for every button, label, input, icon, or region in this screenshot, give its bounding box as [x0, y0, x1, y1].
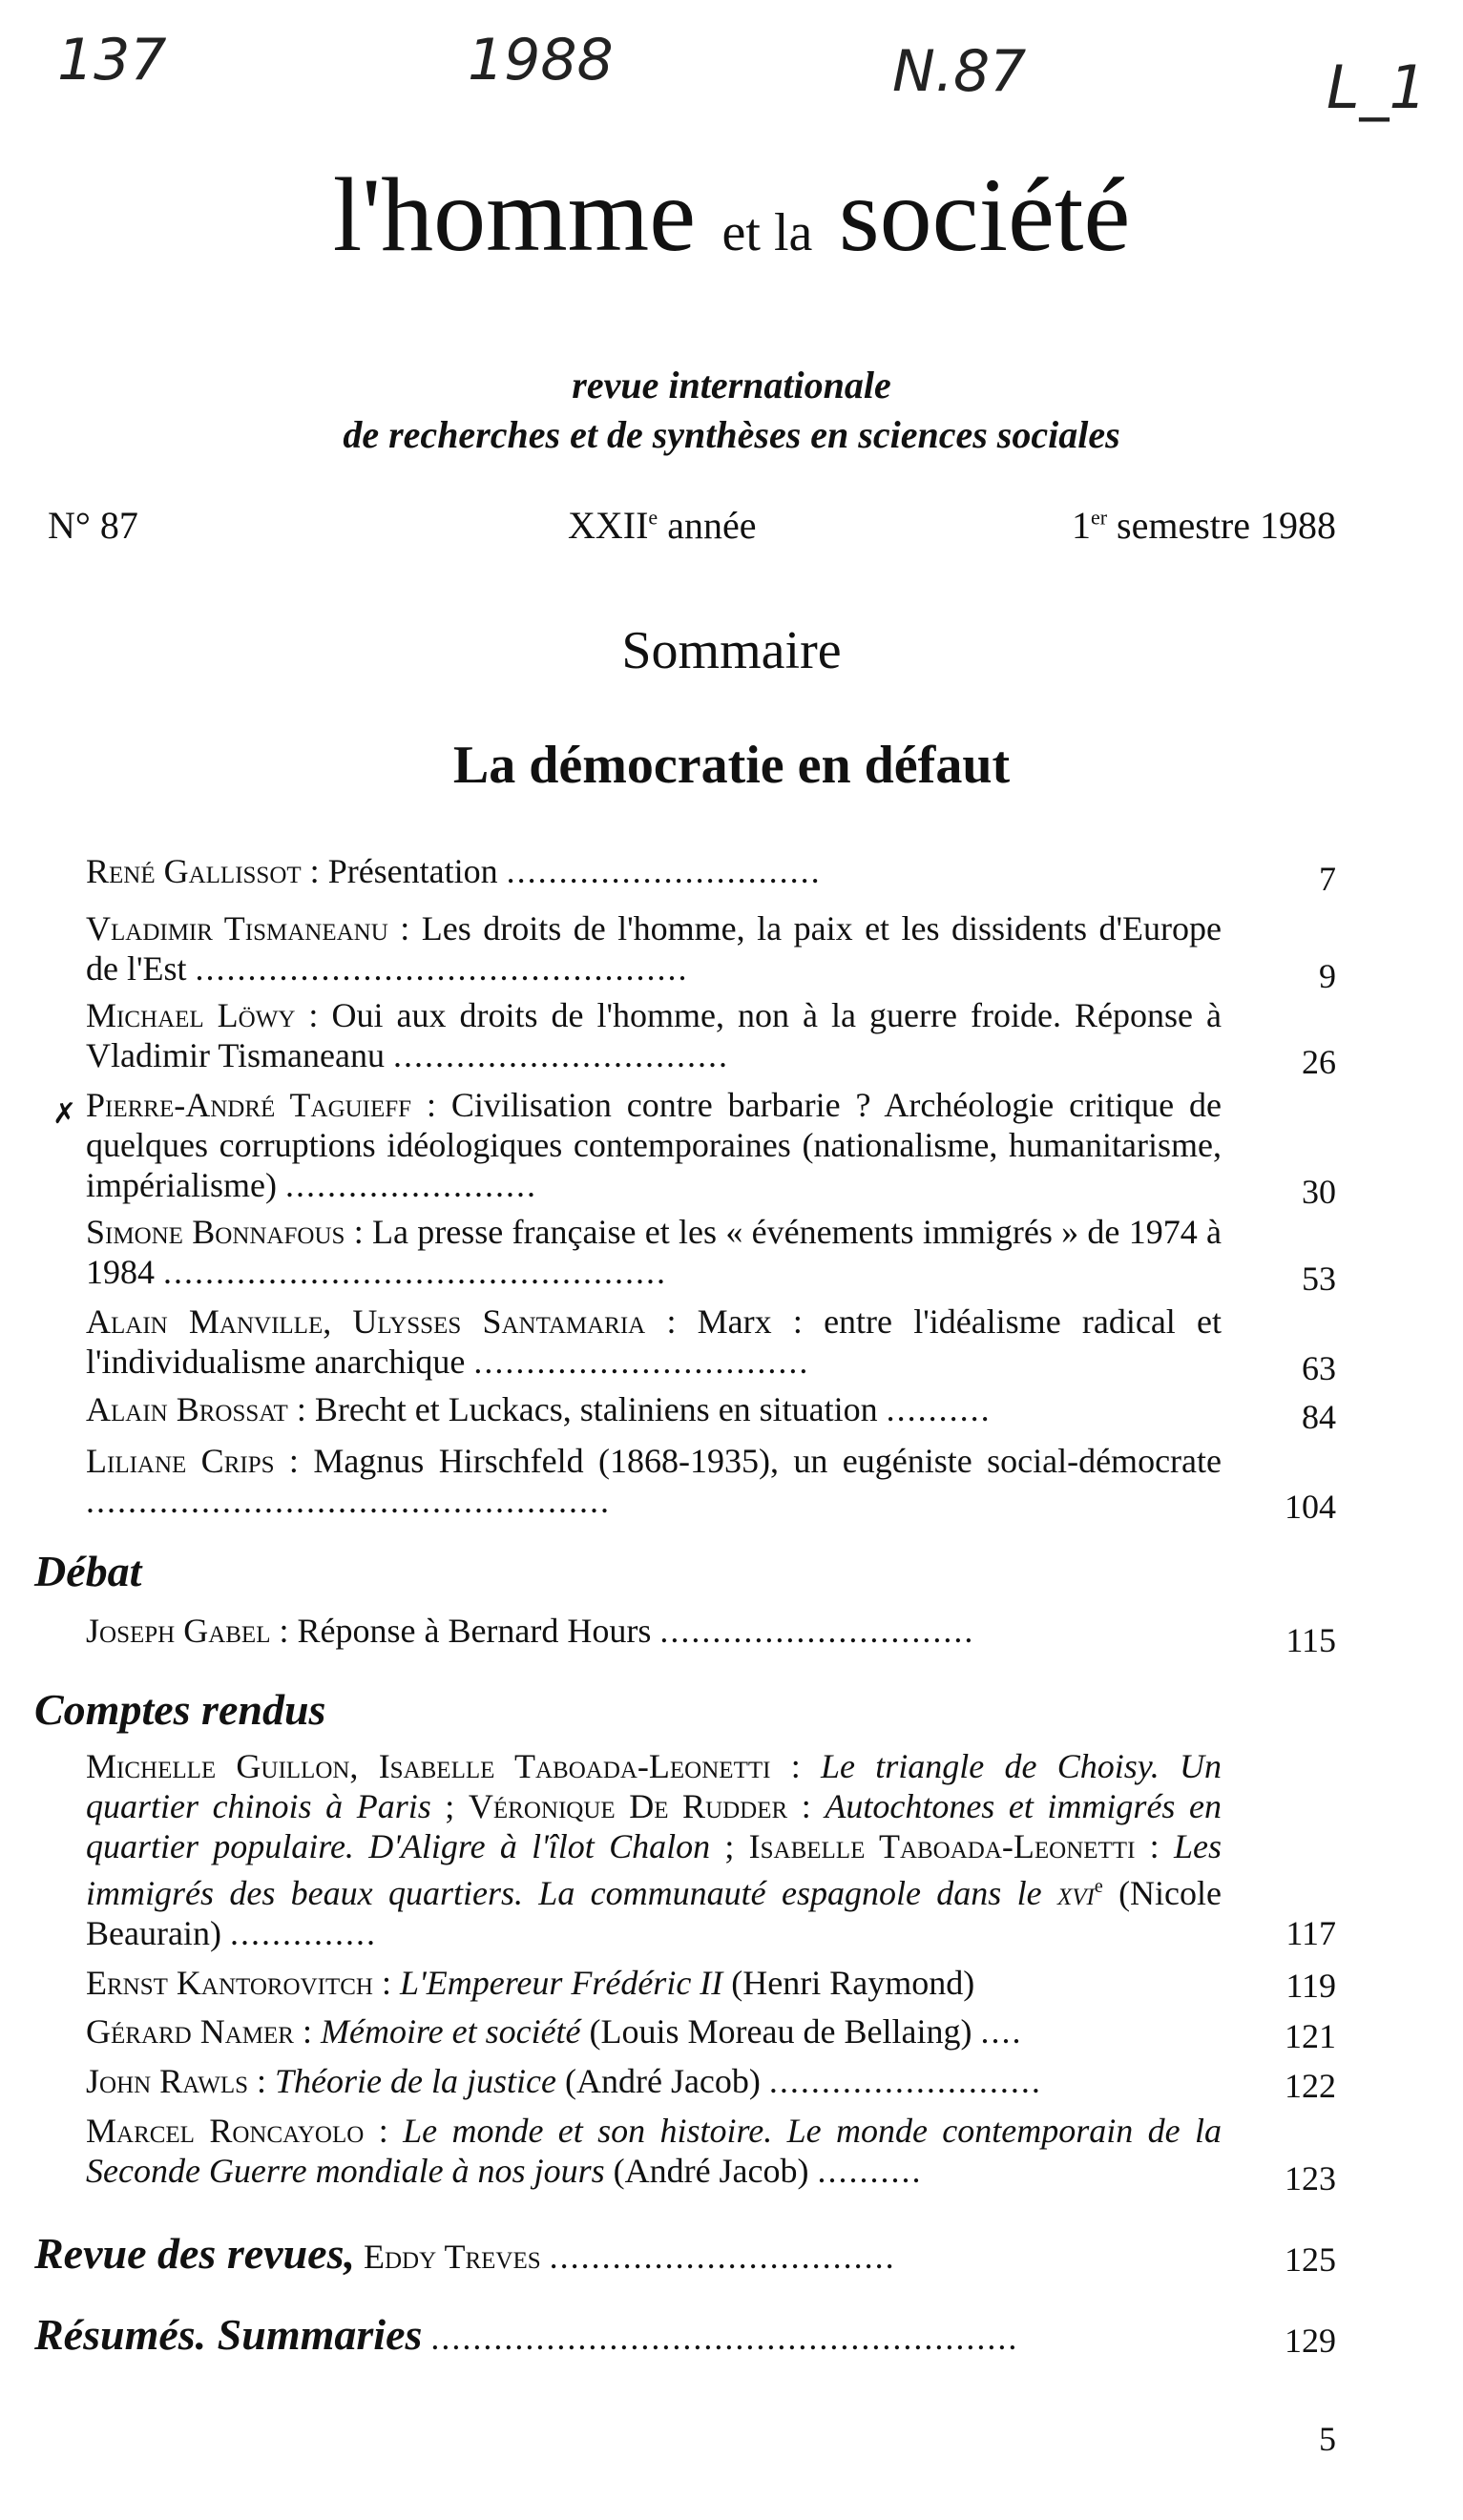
resumes-page: 129	[1285, 2322, 1336, 2360]
resumes-entry: Résumés. Summaries ........................................................	[34, 2310, 1019, 2359]
toc-entry-6: Alain Manville, Ulysses Santamaria : Marx : entre l'idéalisme radical et l'individualisme anarchique ................................	[86, 1302, 1222, 1381]
issue-year: XXIIe année	[568, 504, 757, 547]
toc-entry-8: Liliane Crips : Magnus Hirschfeld (1868-1935), un eugéniste social-démocrate ..................................................	[86, 1442, 1222, 1520]
debat-entry: Joseph Gabel : Réponse à Bernard Hours ..............................	[86, 1612, 975, 1650]
debat-page: 115	[1285, 1621, 1336, 1659]
compte-page-3: 121	[1285, 2017, 1336, 2055]
toc-page-2: 9	[1319, 957, 1336, 995]
issue-number: N° 87	[48, 504, 138, 547]
section-comptes-heading: Comptes rendus	[34, 1685, 326, 1734]
toc-entry-7: Alain Brossat : Brecht et Luckacs, staliniens en situation ..........	[86, 1390, 992, 1428]
issue-semester: 1er semestre 1988	[1071, 504, 1336, 547]
compte-page-2: 119	[1285, 1967, 1336, 2005]
handwritten-mark: L_1	[1327, 52, 1427, 122]
compte-page-1: 117	[1285, 1914, 1336, 1952]
toc-page-8: 104	[1285, 1488, 1336, 1526]
toc-page-1: 7	[1319, 860, 1336, 898]
toc-page-7: 84	[1302, 1398, 1336, 1436]
title-end: société	[838, 156, 1131, 273]
compte-entry-5: Marcel Roncayolo : Le monde et son histoire. Le monde contemporain de la Seconde Guerre mondiale à nos jours (André Jacob) ..........	[86, 2112, 1222, 2190]
title-link: et la	[721, 203, 813, 262]
subtitle-line-1: revue internationale	[572, 364, 891, 406]
theme-heading: La démocratie en défaut	[452, 736, 1011, 795]
revue-page: 125	[1285, 2240, 1336, 2279]
sommaire-heading: Sommaire	[621, 621, 842, 680]
handwritten-issue: N.87	[892, 38, 1027, 105]
toc-entry-1: René Gallissot : Présentation ..............................	[86, 852, 822, 890]
handwritten-year: 1988	[468, 27, 614, 94]
compte-entry-4: John Rawls : Théorie de la justice (André Jacob) ..........................	[86, 2062, 1042, 2100]
compte-entry-3: Gérard Namer : Mémoire et société (Louis Moreau de Bellaing) ....	[86, 2012, 1023, 2051]
toc-entry-4: Pierre-André Taguieff : Civilisation contre barbarie ? Archéologie critique de quelques corruptions idéologiques contemporaines (nationalisme, humanitarisme, impérialisme) ........................	[86, 1086, 1222, 1204]
toc-page-5: 53	[1302, 1260, 1336, 1298]
title-main: l'homme	[332, 156, 697, 273]
subtitle-line-2: de recherches et de synthèses en sciences sociales	[343, 413, 1120, 456]
compte-entry-2: Ernst Kantorovitch : L'Empereur Frédéric II (Henri Raymond)	[86, 1964, 975, 2002]
journal-title	[0, 156, 1463, 273]
compte-entry-1: Michelle Guillon, Isabelle Taboada-Leonetti : Le triangle de Choisy. Un quartier chinois à Paris ; Véronique De Rudder : Autochtones et immigrés en quartier populaire. D'Aligre à l'îlot Chalon ; Isabelle Taboada-Leonetti : Les immigrés des beaux quartiers. La communauté espagnole dans le xvi$^e$ (Nicole Beaurain) ..............	[86, 1747, 1223, 1952]
toc-page-4: 30	[1302, 1173, 1336, 1211]
toc-page-3: 26	[1302, 1043, 1336, 1081]
page-number: 5	[1319, 2420, 1336, 2458]
compte-page-5: 123	[1285, 2159, 1336, 2197]
toc-entry-5: Simone Bonnafous : La presse française et les « événements immigrés » de 1974 à 1984 ................................................	[86, 1213, 1222, 1291]
margin-mark-icon: ✗	[52, 1098, 77, 1130]
toc-page-6: 63	[1302, 1349, 1336, 1387]
compte-page-4: 122	[1285, 2067, 1336, 2105]
toc-entry-2: Vladimir Tismaneanu : Les droits de l'homme, la paix et les dissidents d'Europe de l'Est ...............................................	[86, 909, 1222, 988]
handwritten-number-left: 137	[57, 27, 167, 94]
revue-entry: Revue des revues, Eddy Treves .................................	[34, 2229, 896, 2278]
section-debat-heading: Débat	[34, 1547, 142, 1595]
toc-entry-3: Michael Löwy : Oui aux droits de l'homme, non à la guerre froide. Réponse à Vladimir Tismaneanu ................................	[86, 996, 1222, 1074]
